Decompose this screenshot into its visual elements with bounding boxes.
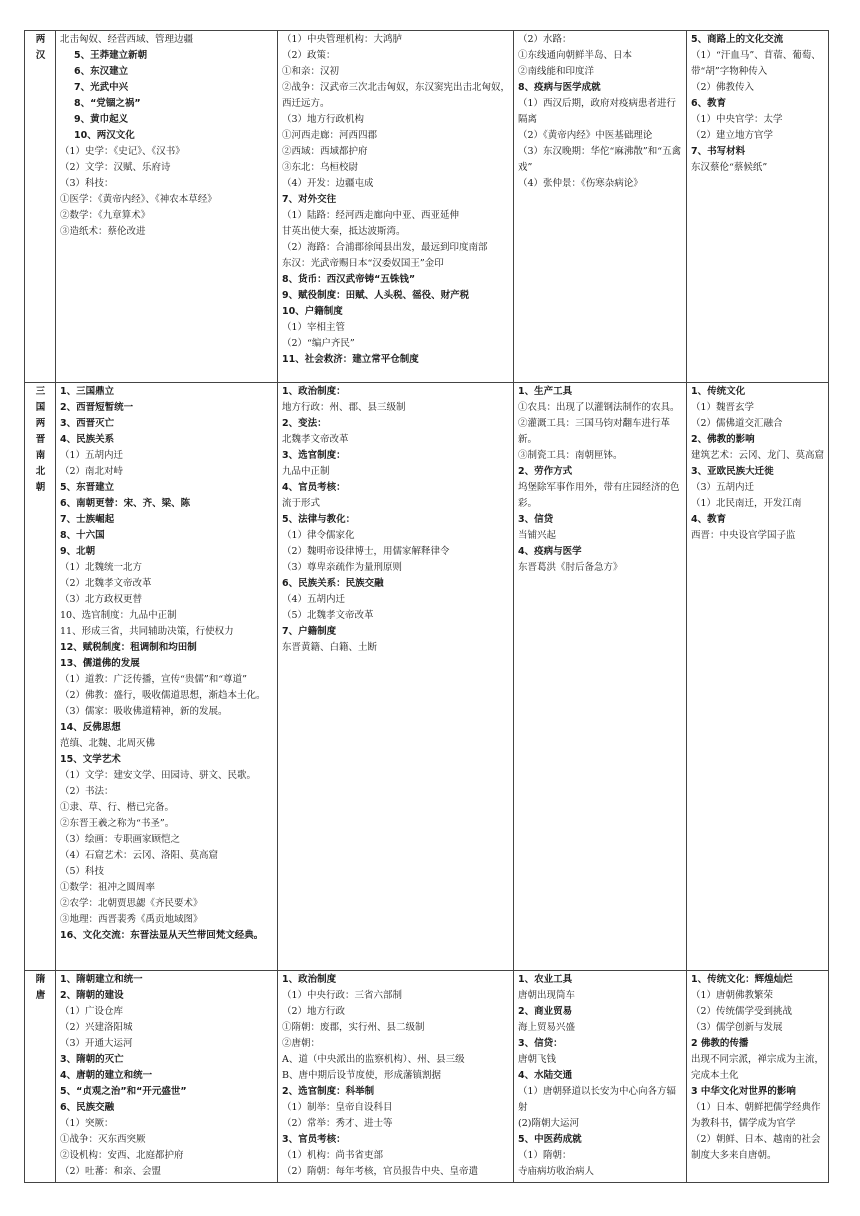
content-line: （3）绘画：专职画家顾恺之 <box>60 834 181 845</box>
section-heading: 5、法律与教化： <box>282 514 356 525</box>
content-line: （2）朝鲜、日本、越南的社会制度大多来自唐朝。 <box>691 1134 821 1161</box>
content-line: 北击匈奴、经营西域、管理边疆 <box>60 34 194 45</box>
content-line: ②数学：《九章算术》 <box>60 210 151 221</box>
section-heading: 13、儒道佛的发展 <box>60 658 140 669</box>
content-line: ②南线能和印度洋 <box>518 66 595 77</box>
content-line: 海上贸易兴盛 <box>518 1022 576 1033</box>
content-line: ③造纸术：蔡伦改进 <box>60 226 146 237</box>
content-line: 建筑艺术：云冈、龙门、莫高窟 <box>691 450 825 461</box>
content-line: ①东线通向朝鲜半岛、日本 <box>518 50 633 61</box>
content-line: （1）“汗血马”、苜蓿、葡萄、带“胡”字物种传入 <box>691 50 821 77</box>
content-line: （1）西汉后期，政府对疫病患者进行隔离 <box>518 98 677 125</box>
section-heading: 10、两汉文化 <box>74 130 135 141</box>
content-line: （1）北魏统一北方 <box>60 562 143 573</box>
content-cell <box>687 971 829 1183</box>
section-heading: 3、隋朝的灭亡 <box>60 1054 124 1065</box>
section-heading: 2 佛教的传播 <box>691 1038 749 1049</box>
section-heading: 2、隋朝的建设 <box>60 990 124 1001</box>
content-line: （3）东汉晚期：华佗“麻沸散”和“五禽戏” <box>518 146 682 173</box>
section-heading: 1、传统文化 <box>691 386 746 397</box>
content-line: （2）隋朝：每年考核，官员报告中央、皇帝遣 <box>282 1166 479 1177</box>
section-heading: 1、政治制度： <box>282 386 346 397</box>
content-line: （4）开发：边疆屯成 <box>282 178 374 189</box>
content-line: ③东北：乌桓校尉 <box>282 162 359 173</box>
era-label: 三 国 两 晋 南 北 朝 <box>35 386 46 493</box>
content-line: 北魏孝文帝改革 <box>282 434 349 445</box>
content-line: 流于形式 <box>282 498 321 509</box>
section-heading: 9、赋役制度：田赋、人头税、徭役、财产税 <box>282 290 470 301</box>
content-line: (2)隋朝大运河 <box>518 1118 579 1129</box>
section-heading: 5、王莽建立新朝 <box>74 50 148 61</box>
content-line: （1）唐朝驿道以长安为中心向各方辐射 <box>518 1086 677 1113</box>
section-heading: 10、户籍制度 <box>282 306 343 317</box>
content-cell <box>56 971 278 1183</box>
content-cell <box>278 971 514 1183</box>
section-heading: 9、黄巾起义 <box>74 114 129 125</box>
content-line: ①农具：出现了以灌钢法制作的农具。 <box>518 402 680 413</box>
content-line: ②西域：西域都护府 <box>282 146 368 157</box>
content-line: 东晋葛洪《肘后备急方》 <box>518 562 623 573</box>
content-line: 范缜、北魏、北周灭佛 <box>60 738 156 749</box>
content-line: （2）佛教传入 <box>691 82 755 93</box>
era-label: 两 汉 <box>35 34 46 61</box>
content-line: ①医学：《黄帝内经》、《神农本草经》 <box>60 194 217 205</box>
content-line: （1）广设仓库 <box>60 1006 124 1017</box>
section-heading: 7、书写材料 <box>691 146 746 157</box>
content-cell <box>687 31 829 383</box>
section-heading: 5、东晋建立 <box>60 482 115 493</box>
content-cell <box>687 383 829 971</box>
content-line: 11、形成三省，共同辅助决策，行使权力 <box>60 626 234 637</box>
content-line: （1）唐朝佛教繁荣 <box>691 990 774 1001</box>
content-cell <box>278 31 514 383</box>
section-heading: 8、十六国 <box>60 530 105 541</box>
content-line: （4）张仲景：《伤寒杂病论》 <box>518 178 643 189</box>
section-heading: 1、传统文化：辉煌灿烂 <box>691 974 793 985</box>
content-line: （1）五胡内迁 <box>60 450 124 461</box>
content-line: ②农学：北朝贾思勰《齐民要术》 <box>60 898 203 909</box>
content-line: （2）地方行政 <box>282 1006 346 1017</box>
section-heading: 3、亚欧民族大迁徙 <box>691 466 774 477</box>
section-heading: 16、文化交流：东晋法显从天竺带回梵文经典。 <box>60 930 264 941</box>
section-heading: 1、生产工具 <box>518 386 573 397</box>
section-heading: 8、货币：西汉武帝铸“五铢钱” <box>282 274 416 285</box>
content-line: 10、选官制度：九品中正制 <box>60 610 177 621</box>
content-line: （3）北方政权更替 <box>60 594 143 605</box>
content-line: （2）吐蕃：和亲、会盟 <box>60 1166 162 1177</box>
content-line: （2）常举：秀才、进士等 <box>282 1118 393 1129</box>
content-line: 甘英出使大秦，抵达波斯湾。 <box>282 226 406 237</box>
section-heading: 2、佛教的影响 <box>691 434 755 445</box>
content-cell <box>514 31 687 383</box>
content-line: （2）政策： <box>282 50 336 61</box>
content-line: A、道（中央派出的监察机构）、州、县三级 <box>282 1054 465 1065</box>
era-label-cell <box>25 971 56 1183</box>
content-line: （2）海路：合浦郡徐闻县出发，最远到印度南部 <box>282 242 488 253</box>
content-line: （1）日本、朝鲜把儒学经典作为教科书，儒学成为官学 <box>691 1102 821 1129</box>
section-heading: 4、水陆交通 <box>518 1070 573 1081</box>
content-line: （2）南北对峙 <box>60 466 124 477</box>
content-cell <box>514 971 687 1183</box>
section-heading: 7、光武中兴 <box>74 82 129 93</box>
content-line: 坞堡除军事作用外，带有庄园经济的色彩。 <box>518 482 680 509</box>
content-line: ②灌溉工具：三国马钧对翻车进行革新。 <box>518 418 671 445</box>
content-line: （2）魏明帝设律博士，用儒家解释律令 <box>282 546 450 557</box>
section-heading: 7、对外交往 <box>282 194 337 205</box>
content-line: （2）文学：汉赋、乐府诗 <box>60 162 171 173</box>
section-heading: 5、“贞观之治”和“开元盛世” <box>60 1086 187 1097</box>
content-line: 寺庙病坊收治病人 <box>518 1166 595 1177</box>
content-line: （1）史学：《史记》、《汉书》 <box>60 146 185 157</box>
content-line: （5）北魏孝文帝改革 <box>282 610 374 621</box>
section-heading: 1、农业工具 <box>518 974 573 985</box>
section-heading: 3、官员考核： <box>282 1134 346 1145</box>
content-cell <box>56 31 278 383</box>
content-line: （1）魏晋玄学 <box>691 402 755 413</box>
section-heading: 5、商路上的文化交流 <box>691 34 784 45</box>
content-line: 出现不同宗派，禅宗成为主流，完成本土化 <box>691 1054 825 1081</box>
content-line: （2）《黄帝内经》中医基础理论 <box>518 130 653 141</box>
content-line: 当铺兴起 <box>518 530 557 541</box>
content-line: （3）儒家：吸收佛道精神，新的发展。 <box>60 706 228 717</box>
section-heading: 7、士族崛起 <box>60 514 115 525</box>
content-line: （1）道教：广泛传播，宣传“贵儒”和“尊道” <box>60 674 247 685</box>
content-line: ①数学：祖冲之圆周率 <box>60 882 156 893</box>
section-heading: 3 中华文化对世界的影响 <box>691 1086 796 1097</box>
section-heading: 9、北朝 <box>60 546 96 557</box>
content-line: （1）律令儒家化 <box>282 530 355 541</box>
content-line: 九品中正制 <box>282 466 330 477</box>
content-line: （4）石窟艺术：云冈、洛阳、莫高窟 <box>60 850 219 861</box>
history-summary-table <box>24 30 829 1183</box>
content-line: ①和亲：汉初 <box>282 66 340 77</box>
section-heading: 11、社会救济：建立常平仓制度 <box>282 354 419 365</box>
content-line: （1）制举：皇帝自设科目 <box>282 1102 393 1113</box>
content-line: B、唐中期后设节度使，形成藩镇割据 <box>282 1070 441 1081</box>
section-heading: 3、选官制度： <box>282 450 346 461</box>
section-heading: 4、民族关系 <box>60 434 115 445</box>
section-heading: 4、唐朝的建立和统一 <box>60 1070 153 1081</box>
content-line: ②东晋王羲之称为“书圣”。 <box>60 818 175 829</box>
era-label-cell <box>25 31 56 383</box>
era-row <box>25 31 829 383</box>
content-line: （2）书法： <box>60 786 114 797</box>
content-line: （3）地方行政机构 <box>282 114 365 125</box>
content-line: （1）机构：尚书省吏部 <box>282 1150 384 1161</box>
section-heading: 2、商业贸易 <box>518 1006 573 1017</box>
section-heading: 12、赋税制度：租调制和均田制 <box>60 642 197 653</box>
era-label-cell <box>25 383 56 971</box>
content-line: 东汉：光武帝赐日本“汉委奴国王”金印 <box>282 258 444 269</box>
section-heading: 14、反佛思想 <box>60 722 121 733</box>
content-line: 唐朝出现筒车 <box>518 990 576 1001</box>
section-heading: 4、官员考核： <box>282 482 346 493</box>
section-heading: 4、教育 <box>691 514 727 525</box>
section-heading: 2、选官制度：科举制 <box>282 1086 375 1097</box>
content-line: （4）五胡内迁 <box>282 594 346 605</box>
content-line: （1）宰相主管 <box>282 322 346 333</box>
content-line: （3）五胡内迁 <box>691 482 755 493</box>
content-line: ①隋朝：废郡，实行州、县二级制 <box>282 1022 425 1033</box>
section-heading: 2、西晋短暂统一 <box>60 402 134 413</box>
content-line: 唐朝飞钱 <box>518 1054 557 1065</box>
section-heading: 2、劳作方式 <box>518 466 573 477</box>
content-line: （5）科技 <box>60 866 105 877</box>
section-heading: 8、疫病与医学成就 <box>518 82 601 93</box>
content-line: （1）中央管理机构：大鸿胪 <box>282 34 403 45</box>
content-line: 西晋：中央设官学国子监 <box>691 530 796 541</box>
content-cell <box>278 383 514 971</box>
content-line: （3）尊卑亲疏作为量刑原则 <box>282 562 403 573</box>
content-line: （1）隋朝： <box>518 1150 572 1161</box>
content-line: （1）突厥： <box>60 1118 114 1129</box>
content-line: （3）开通大运河 <box>60 1038 133 1049</box>
section-heading: 8、“党锢之祸” <box>74 98 141 109</box>
section-heading: 2、变法： <box>282 418 327 429</box>
section-heading: 5、中医药成就 <box>518 1134 582 1145</box>
content-line: （2）北魏孝文帝改革 <box>60 578 152 589</box>
content-line: （2）儒佛道交汇融合 <box>691 418 783 429</box>
section-heading: 6、民族关系：民族交融 <box>282 578 384 589</box>
content-line: （2）佛教：盛行，吸收儒道思想，渐趋本土化。 <box>60 690 266 701</box>
content-line: （1）陆路：经河西走廊向中亚、西亚延伸 <box>282 210 460 221</box>
content-line: （2）建立地方官学 <box>691 130 774 141</box>
section-heading: 6、东汉建立 <box>74 66 129 77</box>
content-line: （3）科技： <box>60 178 114 189</box>
section-heading: 4、疫病与医学 <box>518 546 582 557</box>
content-line: ③制瓷工具：南朝匣钵。 <box>518 450 623 461</box>
content-line: （2）“编户齐民” <box>282 338 355 349</box>
content-cell <box>56 383 278 971</box>
content-line: （2）水路： <box>518 34 572 45</box>
content-line: （1）中央行政：三省六部制 <box>282 990 403 1001</box>
content-line: ②战争：汉武帝三次北击匈奴，东汉窦宪出击北匈奴，西迁远方。 <box>282 82 511 109</box>
section-heading: 1、三国鼎立 <box>60 386 115 397</box>
section-heading: 6、民族交融 <box>60 1102 115 1113</box>
content-line: 地方行政：州、郡、县三级制 <box>282 402 406 413</box>
section-heading: 3、信贷 <box>518 514 554 525</box>
era-row <box>25 383 829 971</box>
section-heading: 6、教育 <box>691 98 727 109</box>
section-heading: 15、文学艺术 <box>60 754 121 765</box>
era-row <box>25 971 829 1183</box>
content-line: 东晋黄籍、白籍、土断 <box>282 642 378 653</box>
era-label: 隋 唐 <box>35 974 46 1001</box>
content-line: （1）北民南迁，开发江南 <box>691 498 802 509</box>
content-line: （2）传统儒学受到挑战 <box>691 1006 793 1017</box>
content-line: （1）中央官学：太学 <box>691 114 783 125</box>
content-line: 东汉蔡伦“蔡候纸” <box>691 162 768 173</box>
content-line: （1）文学：建安文学、田园诗、骈文、民歌。 <box>60 770 257 781</box>
section-heading: 1、隋朝建立和统一 <box>60 974 143 985</box>
content-line: ②设机构：安西、北庭都护府 <box>60 1150 184 1161</box>
content-line: （3）儒学创新与发展 <box>691 1022 783 1033</box>
content-line: ②唐朝： <box>282 1038 321 1049</box>
content-line: （2）兴建洛阳城 <box>60 1022 133 1033</box>
content-line: ③地理：西晋裴秀《禹贡地域图》 <box>60 914 203 925</box>
content-line: ①河西走廊：河西四郡 <box>282 130 378 141</box>
content-line: ①战争：灭东西突厥 <box>60 1134 146 1145</box>
section-heading: 1、政治制度 <box>282 974 337 985</box>
section-heading: 6、南朝更替：宋、齐、梁、陈 <box>60 498 191 509</box>
content-line: ①隶、草、行、楷已完备。 <box>60 802 175 813</box>
content-cell <box>514 383 687 971</box>
section-heading: 3、西晋灭亡 <box>60 418 115 429</box>
section-heading: 3、信贷： <box>518 1038 563 1049</box>
section-heading: 7、户籍制度 <box>282 626 337 637</box>
